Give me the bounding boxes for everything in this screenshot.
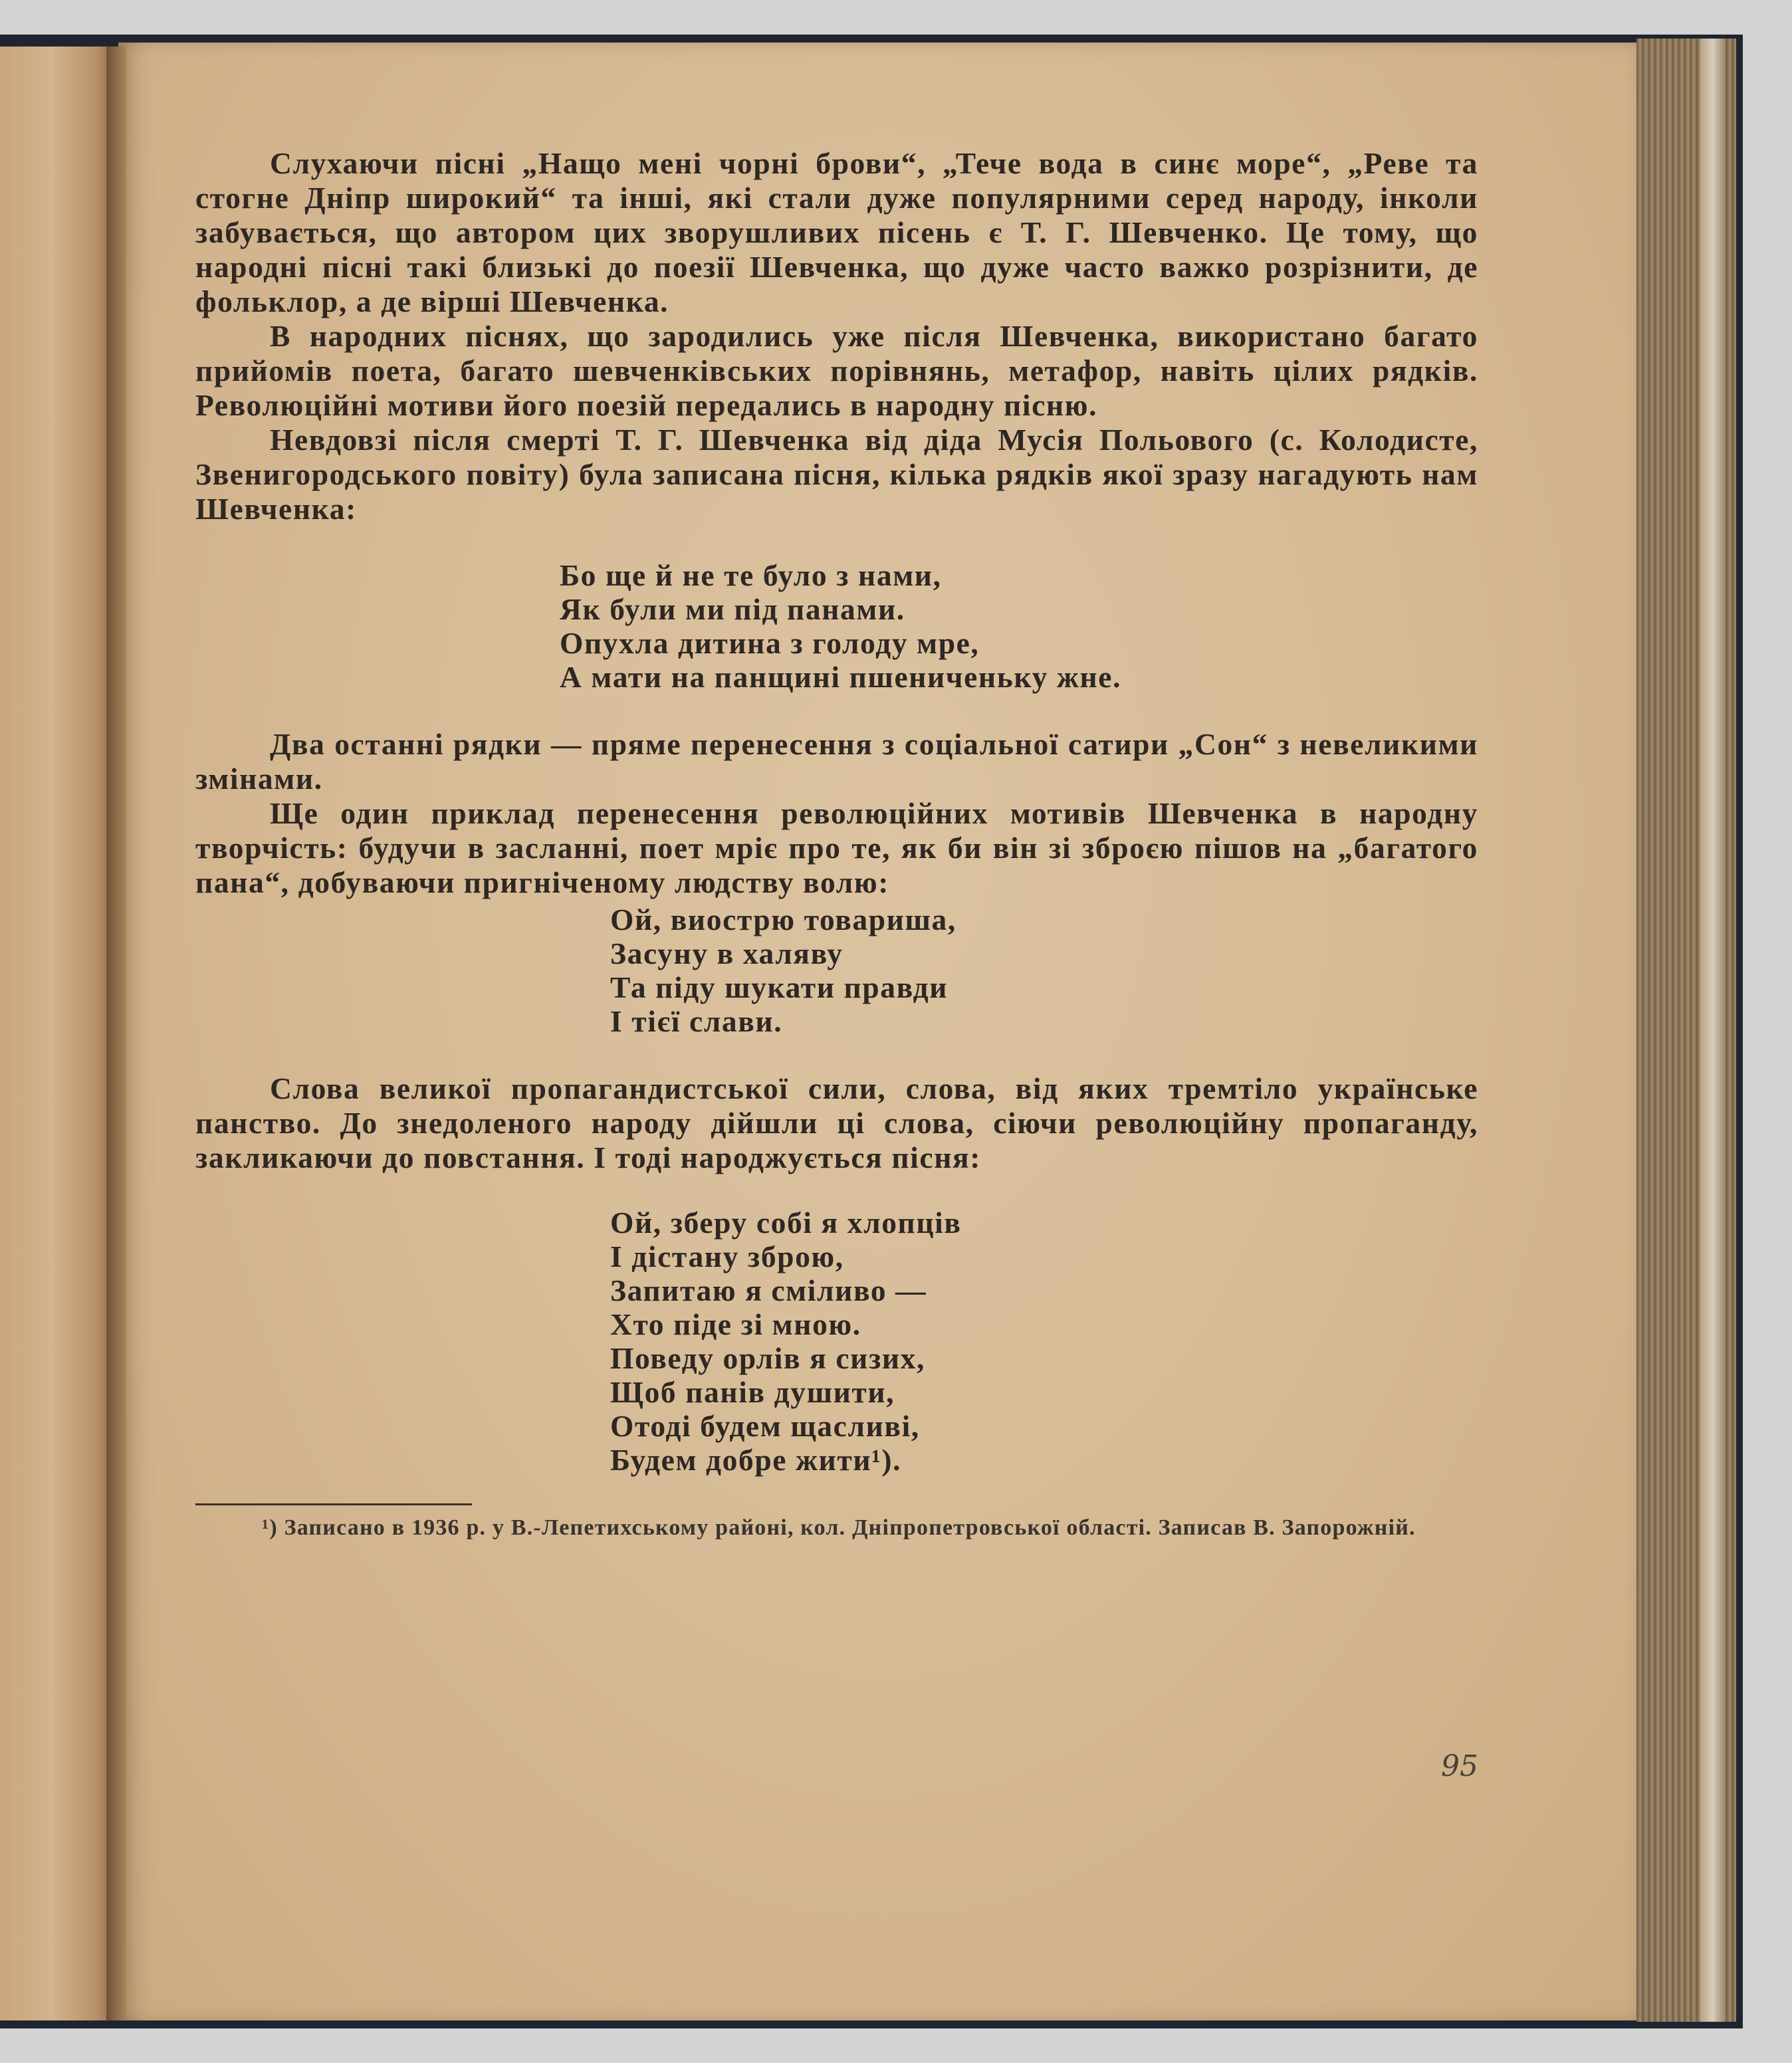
verse-block bbox=[610, 1206, 1478, 1477]
verse-line: Як були ми під панами. bbox=[560, 592, 905, 626]
paragraph: Ще один приклад перенесення революційних мотивів Шевченка в народну творчість: будучи в засланні, поет мріє про те, як би він зі зброєю пішов на „багатого пана“, добуваючи пригніченому людству волю: bbox=[195, 796, 1478, 899]
footnote-rule bbox=[195, 1503, 472, 1505]
paragraph: Слухаючи пісні „Нащо мені чорні брови“, „Тече вода в синє море“, „Реве та стогне Дніпр широкий“ та інші, які стали дуже популярними серед народу, інколи забувається, що автором цих зворушливих пісень є Т. Г. Шевченко. Це тому, що народні пісні такі близькі до поезії Шевченка, що дуже часто важко розрізнити, де фольклор, а де вірші Шевченка. bbox=[195, 146, 1478, 318]
paragraph: Невдовзі після смерті Т. Г. Шевченка від діда Мусія Польового (с. Колодисте, Звенигородського повіту) була записана пісня, кілька рядків якої зразу нагадують нам Шевченка: bbox=[195, 423, 1478, 526]
verse-line: А мати на панщині пшениченьку жне. bbox=[560, 660, 1122, 694]
verse-line: Отоді будем щасливі, bbox=[610, 1409, 920, 1443]
paragraph: Слова великої пропагандистської сили, слова, від яких тремтіло українське панство. До знедоленого народу дійшли ці слова, сіючи революційну пропаганду, закликаючи до повстання. І тоді народжується пісня: bbox=[195, 1071, 1478, 1174]
page-stack-highlight bbox=[1700, 39, 1726, 2022]
verse-line: Хто піде зі мною. bbox=[610, 1307, 861, 1341]
verse-line: Засуну в халяву bbox=[610, 936, 843, 970]
page-number: 95 bbox=[1441, 1749, 1478, 1783]
verse-line: Щоб панів душити, bbox=[610, 1375, 895, 1409]
verse-line: Ой, виострю товариша, bbox=[610, 903, 956, 936]
verse-line: Опухла дитина з голоду мре, bbox=[560, 626, 980, 660]
verse-line: Ой, зберу собі я хлопців bbox=[610, 1206, 962, 1240]
verse-block bbox=[610, 903, 1478, 1038]
verse-line: Поведу орлів я сизих, bbox=[610, 1341, 925, 1375]
verse-line: Та піду шукати правди bbox=[610, 970, 949, 1004]
verse-line: І дістану зброю, bbox=[610, 1240, 844, 1273]
page-text bbox=[195, 146, 1478, 1543]
book-gutter bbox=[106, 47, 126, 2020]
paragraph: Два останні рядки — пряме перенесення з соціальної сатири „Сон“ з невеликими змінами. bbox=[195, 727, 1478, 796]
verse-line: І тієї слави. bbox=[610, 1004, 783, 1038]
paragraph: В народних піснях, що зародились уже після Шевченка, використано багато прийомів поета, багато шевченківських порівнянь, метафор, навіть цілих рядків. Революційні мотиви його поезій передались в народну пісню. bbox=[195, 319, 1478, 422]
verse-block bbox=[560, 558, 1478, 694]
left-page-edge bbox=[0, 47, 114, 2020]
verse-line: Запитаю я сміливо — bbox=[610, 1273, 927, 1307]
page-stack-edges bbox=[1636, 39, 1736, 2022]
verse-line: Бо ще й не те було з нами, bbox=[560, 558, 942, 592]
footnote: ¹) Записано в 1936 р. у В.-Лепетихському районі, кол. Дніпропетровської області. Записав В. Запорожній. bbox=[262, 1515, 1416, 1540]
verse-line: Будем добре жити¹). bbox=[610, 1443, 902, 1477]
